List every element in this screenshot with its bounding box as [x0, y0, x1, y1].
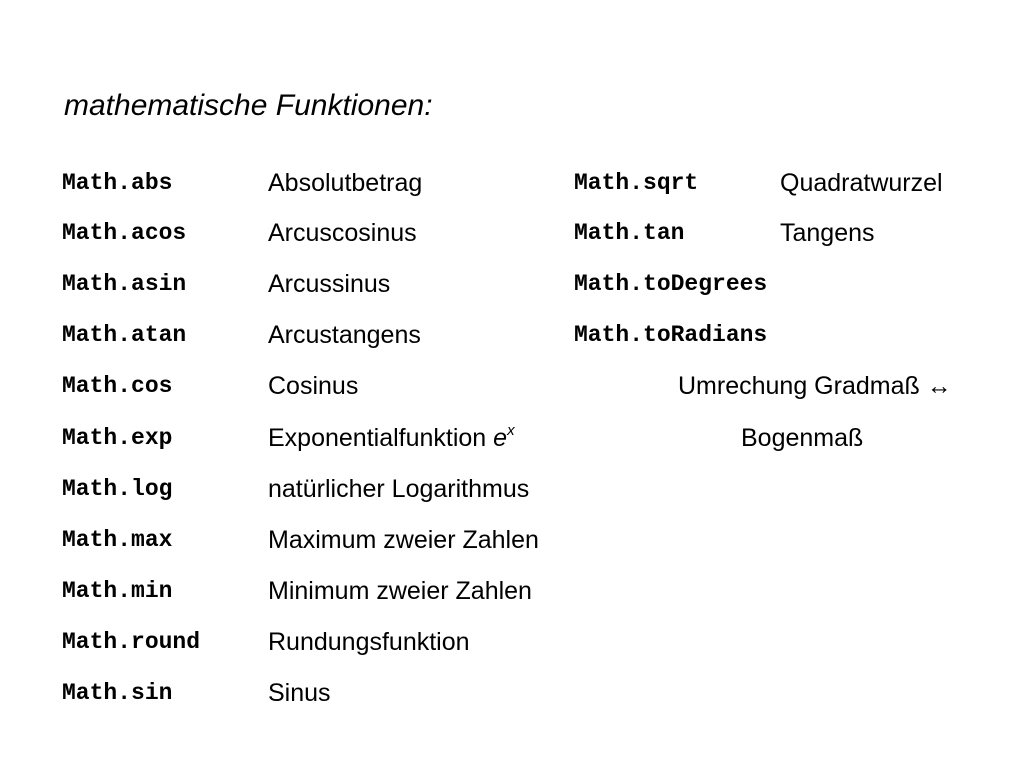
function-row — [0, 571, 1024, 611]
function-row — [0, 213, 1024, 253]
function-name: Math.atan — [62, 322, 187, 348]
function-row — [0, 673, 1024, 713]
function-row — [0, 163, 1024, 203]
function-name: Math.round — [62, 629, 201, 655]
function-name: Math.sqrt — [574, 170, 699, 196]
function-row — [0, 622, 1024, 662]
function-description: Sinus — [268, 679, 331, 707]
function-description — [268, 418, 515, 458]
function-description: Cosinus — [268, 372, 359, 400]
function-name: Math.cos — [62, 373, 173, 399]
function-name: Math.exp — [62, 425, 173, 451]
function-description: Absolutbetrag — [268, 169, 423, 197]
function-name: Math.tan — [574, 220, 685, 246]
function-description: Arcuscosinus — [268, 219, 417, 247]
function-name: Math.toRadians — [574, 322, 768, 348]
conversion-note-line1: Umrechung Gradmaß ↔ — [678, 372, 952, 400]
function-name: Math.abs — [62, 170, 173, 196]
function-name: Math.toDegrees — [574, 271, 768, 297]
function-row — [0, 520, 1024, 560]
slide-title: mathematische Funktionen: — [64, 89, 433, 122]
function-description: natürlicher Logarithmus — [268, 475, 530, 503]
function-description: Arcustangens — [268, 321, 421, 349]
exponent-base: e — [493, 424, 508, 452]
function-row — [0, 264, 1024, 304]
exponent-superscript: x — [507, 421, 515, 439]
function-name: Math.log — [62, 476, 173, 502]
function-name: Math.min — [62, 578, 173, 604]
function-description: Quadratwurzel — [780, 169, 943, 197]
function-name: Math.acos — [62, 220, 187, 246]
function-name: Math.sin — [62, 680, 173, 706]
function-row — [0, 469, 1024, 509]
function-name: Math.max — [62, 527, 173, 553]
function-description: Tangens — [780, 219, 875, 247]
function-row — [0, 418, 1024, 458]
function-description: Arcussinus — [268, 270, 391, 298]
function-description: Rundungsfunktion — [268, 628, 470, 656]
function-row — [0, 315, 1024, 355]
function-description: Maximum zweier Zahlen — [268, 526, 539, 554]
description-text: Exponentialfunktion — [268, 424, 487, 452]
function-description: Minimum zweier Zahlen — [268, 577, 532, 605]
conversion-note-line2: Bogenmaß — [741, 424, 864, 452]
function-name: Math.asin — [62, 271, 187, 297]
